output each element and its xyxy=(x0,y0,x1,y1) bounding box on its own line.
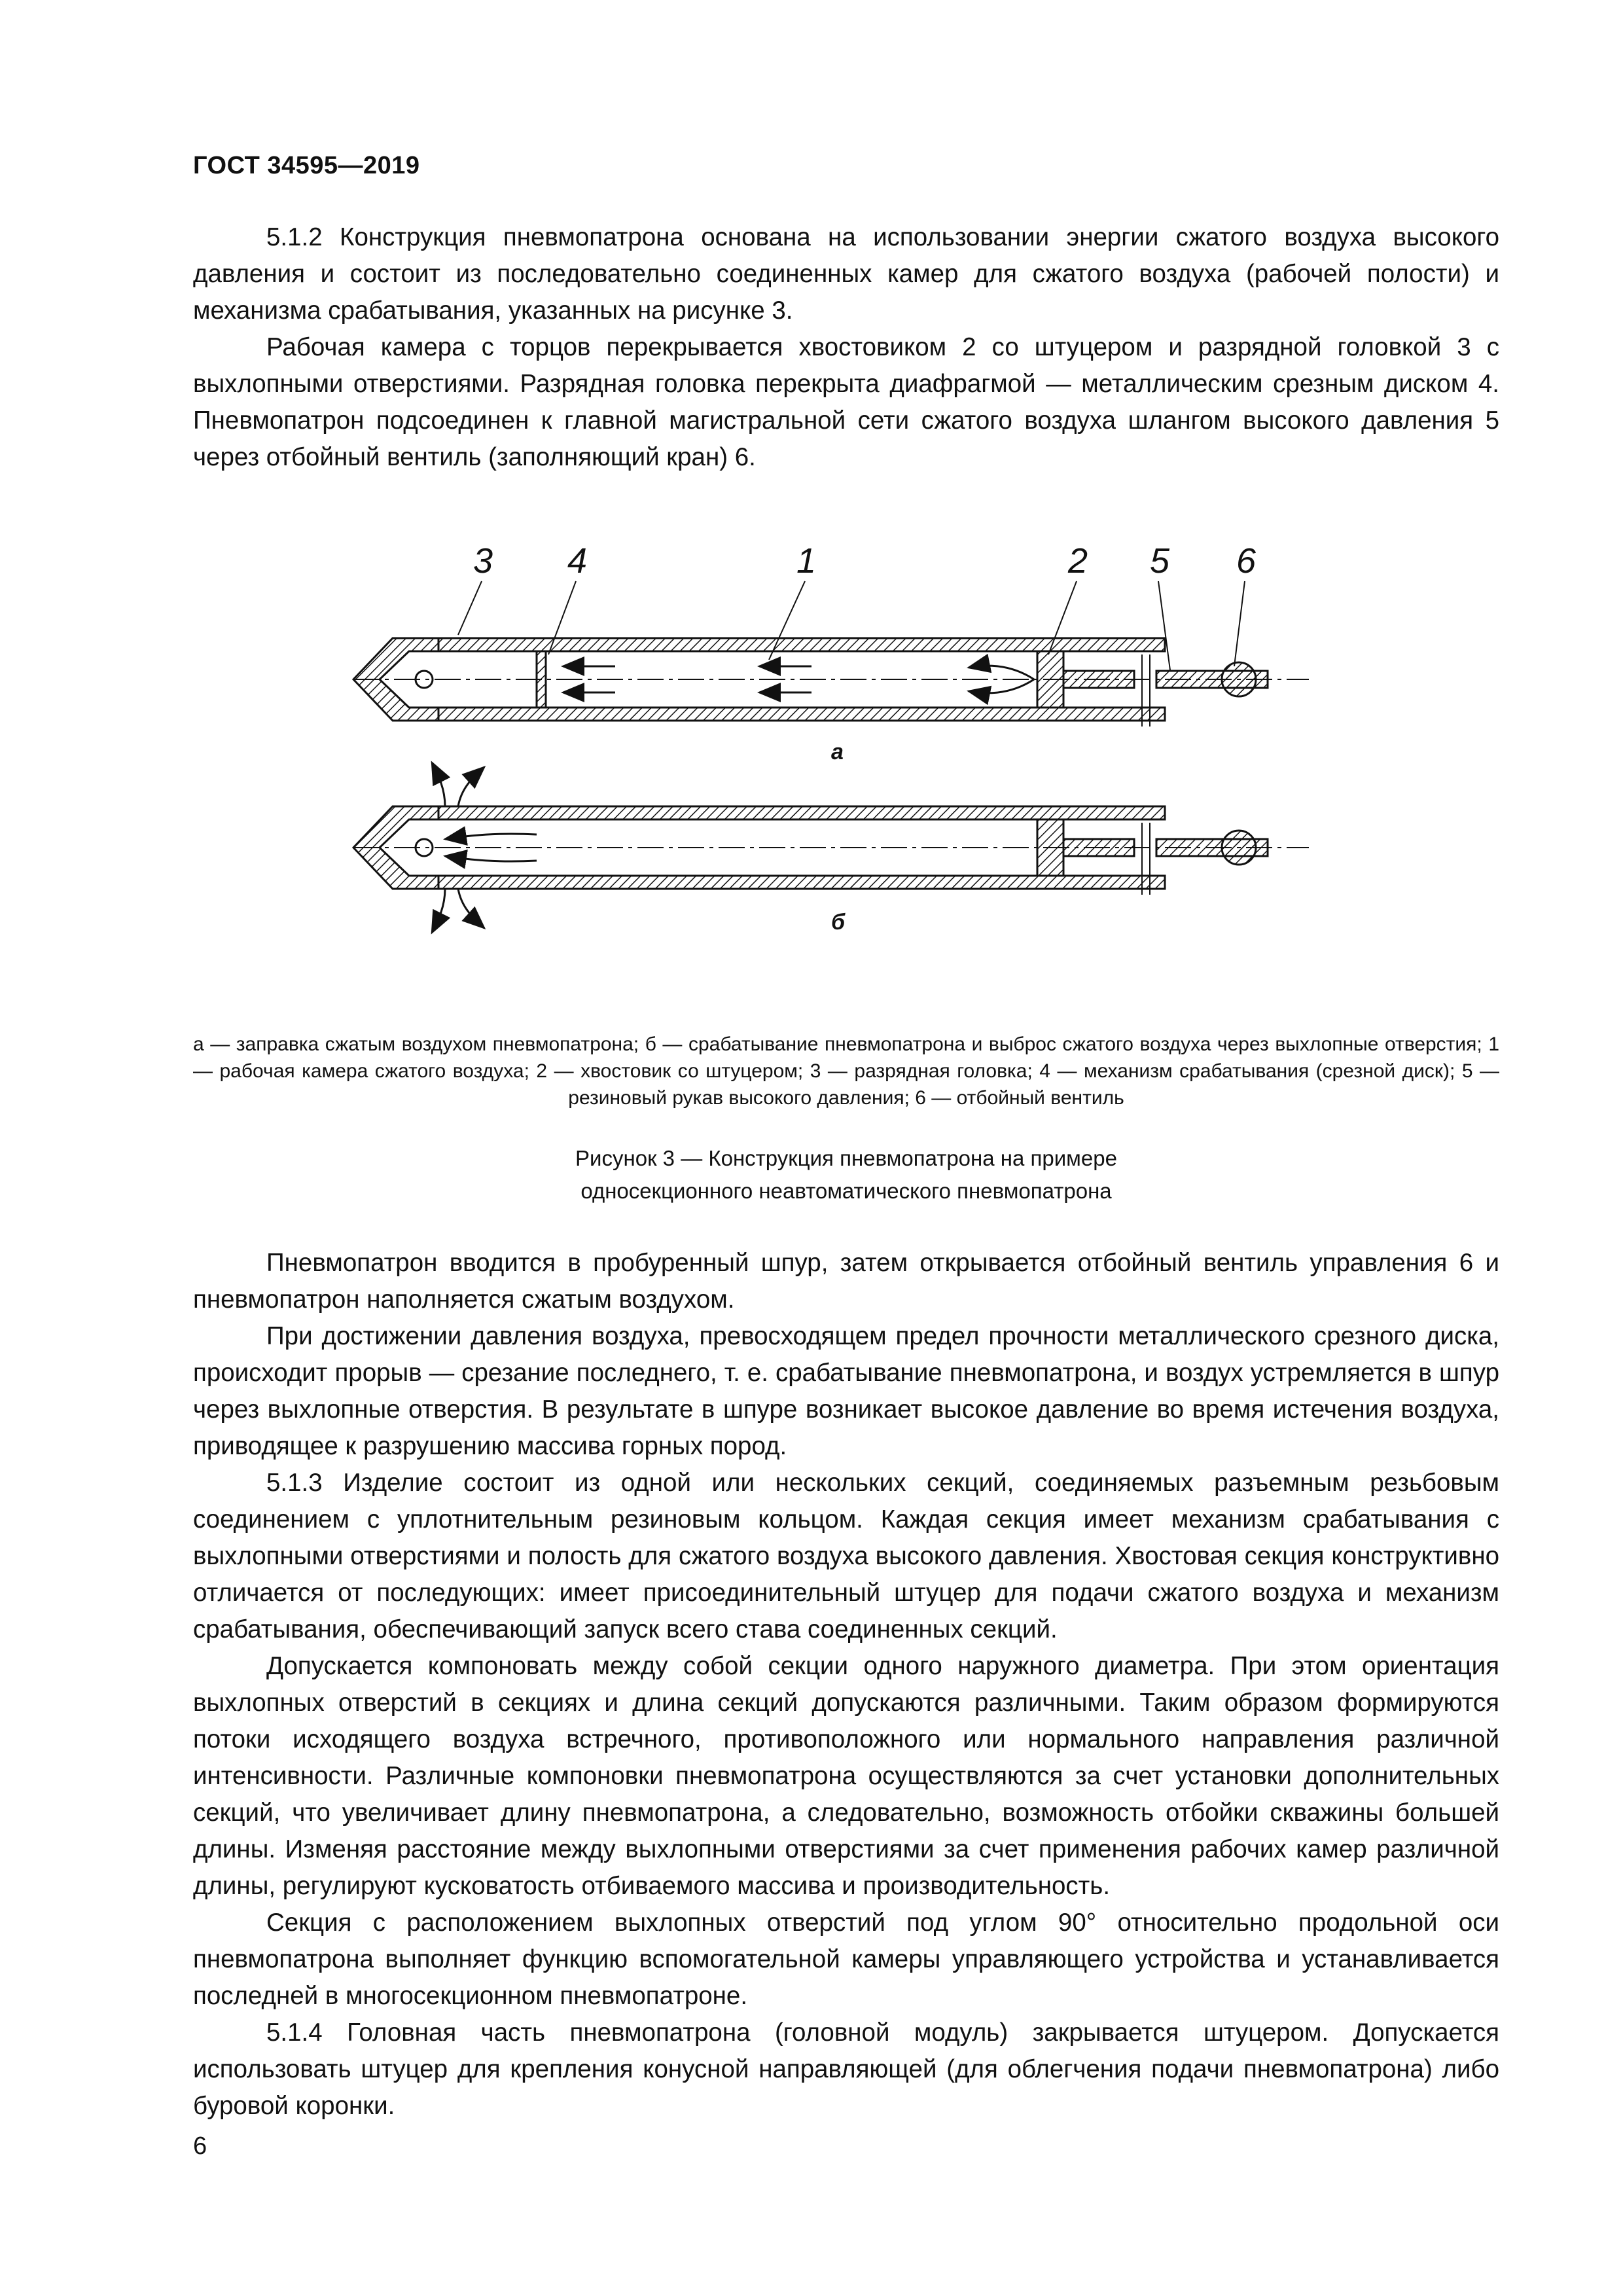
caption-line-2: односекционного неавтоматического пневмопатрона xyxy=(580,1179,1112,1203)
document-header: ГОСТ 34595—2019 xyxy=(193,152,420,179)
figure-3 xyxy=(340,537,1322,942)
view-a-tube-wall-bottom xyxy=(438,708,1165,721)
view-b-label: б xyxy=(831,910,846,935)
callout-2: 2 xyxy=(1068,541,1088,581)
paragraph-section-layout: Допускается компоновать между собой секции одного наружного диаметра. При этом ориентация выхлопных отверстий в секциях и длина секций допускаются различными. Таким образом формируются потоки исходящего воздуха встречного, противоположного или нормального направления различной интенсивности. Различные компоновки пневмопатрона осуществляются за счет установки дополнительных секций, что увеличивает длину пневмопатрона, а следовательно, возможность отбойки скважины большей длины. Изменяя расстояние между выхлопными отверстиями за счет применения рабочих камер различной длины, регулируют кусковатость отбиваемого массива и производительность. xyxy=(193,1652,1499,1900)
intro-section xyxy=(193,219,1499,476)
view-b-shutoff-valve xyxy=(1222,831,1256,865)
paragraph-5-1-2: 5.1.2 Конструкция пневмопатрона основана на использовании энергии сжатого воздуха высокого давления и состоит из последовательно соединенных камер для сжатого воздуха (рабочей полости) и механизма срабатывания, указанных на рисунке 3. xyxy=(193,223,1499,325)
figure-legend: а — заправка сжатым воздухом пневмопатрона; б — срабатывание пневмопатрона и выброс сжатого воздуха через выхлопные отверстия; 1 — рабочая камера сжатого воздуха; 2 — хвостовик со штуцером; 3 — разрядная головка; 4 — механизм срабатывания (срезной диск); 5 — резиновый рукав высокого давления; 6 — отбойный вентиль xyxy=(193,1033,1499,1109)
callout-6: 6 xyxy=(1236,541,1257,581)
figure-caption xyxy=(193,1142,1499,1208)
paragraph-5-1-4: 5.1.4 Головная часть пневмопатрона (головной модуль) закрывается штуцером. Допускается использовать штуцер для крепления конусной направляющей (для облегчения подачи пневмопатрона) либо буровой коронки. xyxy=(193,2018,1499,2120)
view-b-shank xyxy=(1037,819,1063,876)
paragraph-90-degree-section: Секция с расположением выхлопных отверстий под углом 90° относительно продольной оси пневмопатрона выполняет функцию вспомогательной камеры управляющего устройства и устанавливается последней в многосекционном пневмопатроне. xyxy=(193,1909,1499,2010)
paragraph-5-1-3: 5.1.3 Изделие состоит из одной или нескольких секций, соединяемых разъемным резьбовым соединением с уплотнительным резиновым кольцом. Каждая секция имеет механизм срабатывания с выхлопными отверстиями и полость для сжатого воздуха высокого давления. Хвостовая секция конструктивно отличается от последующих: имеет присоединительный штуцер для подачи сжатого воздуха и механизм срабатывания, обеспечивающий запуск всего става соединенных секций. xyxy=(193,1469,1499,1643)
view-a-shank xyxy=(1037,651,1063,708)
view-a-drawing xyxy=(353,581,1309,726)
paragraph-working-chamber: Рабочая камера с торцов перекрывается хвостовиком 2 со штуцером и разрядной головкой 3 с выхлопными отверстиями. Разрядная головка перекрыта диафрагмой — металлическим срезным диском 4. Пневмопатрон подсоединен к главной магистральной сети сжатого воздуха шлангом высокого давления 5 через отбойный вентиль (заполняющий кран) 6. xyxy=(193,333,1499,471)
view-b-tube-wall-top xyxy=(438,806,1165,819)
view-a-tube-wall-top xyxy=(438,638,1165,651)
callout-5: 5 xyxy=(1150,541,1170,581)
view-a-label: а xyxy=(831,740,844,764)
body-section xyxy=(193,1245,1499,2125)
page-number: 6 xyxy=(193,2132,207,2160)
paragraph-disc-rupture: При достижении давления воздуха, превосходящем предел прочности металлического срезного диска, происходит прорыв — срезание последнего, т. е. срабатывание пневмопатрона, и воздух устремляется в шпур через выхлопные отверстия. В результате в шпуре возникает высокое давление во время истечения воздуха, приводящее к разрушению массива горных пород. xyxy=(193,1322,1499,1460)
callout-3: 3 xyxy=(473,541,493,581)
view-b-drawing xyxy=(353,762,1309,933)
view-b-tube-wall-bottom xyxy=(438,876,1165,889)
callout-4: 4 xyxy=(567,541,588,581)
view-a-shear-disc xyxy=(537,651,546,708)
callout-1: 1 xyxy=(796,541,817,581)
paragraph-insertion: Пневмопатрон вводится в пробуренный шпур, затем открывается отбойный вентиль управления 6 и пневмопатрон наполняется сжатым воздухом. xyxy=(193,1249,1499,1314)
view-a-fitting xyxy=(1063,671,1134,688)
view-b-fitting xyxy=(1063,839,1134,856)
caption-line-1: Рисунок 3 — Конструкция пневмопатрона на примере xyxy=(575,1146,1117,1170)
view-a-shutoff-valve xyxy=(1222,662,1256,696)
